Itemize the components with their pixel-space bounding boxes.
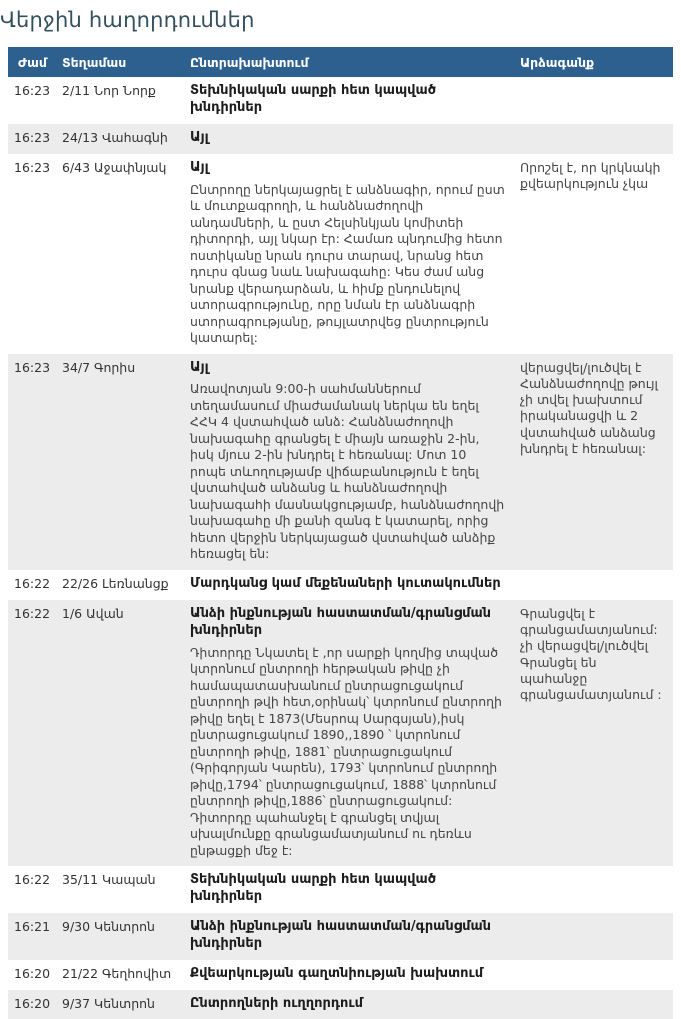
table-row [8, 154, 673, 354]
report-violation-cell [184, 124, 514, 154]
page-title: Վերջին հաղորդումներ [0, 8, 255, 32]
report-precinct: 24/13 Վահագնի [62, 129, 168, 145]
table-row [8, 866, 673, 913]
report-violation-cell [184, 354, 514, 570]
report-response [514, 124, 673, 154]
table-header-row [8, 47, 673, 77]
violation-type: Այլ [190, 159, 209, 175]
violation-type: Այլ [190, 359, 209, 375]
report-rows [8, 77, 673, 1019]
report-violation-cell [184, 154, 514, 354]
table-row [8, 960, 673, 990]
report-precinct: 35/11 Կապան [62, 872, 156, 888]
report-response: Որոշել է, որ կրկնակի քվեարկություն չկա [520, 159, 661, 191]
table-row [8, 990, 673, 1019]
report-time: 16:23 [14, 359, 51, 375]
reports-table [8, 47, 673, 1019]
report-response [514, 570, 673, 600]
violation-type: Տեխնիկական սարքի հետ կապված խնդիրներ [190, 872, 437, 905]
violation-type: Տեխնիկական սարքի հետ կապված խնդիրներ [190, 83, 437, 115]
violation-type: Այլ [190, 129, 209, 145]
report-time: 16:20 [14, 965, 51, 981]
report-response [514, 990, 673, 1019]
report-response [514, 960, 673, 990]
table-row [8, 600, 673, 866]
report-violation-cell [184, 990, 514, 1019]
report-time: 16:21 [14, 918, 51, 934]
column-header-time: Ժամ [8, 47, 56, 77]
report-violation-cell [184, 600, 514, 866]
violation-type: Անձի ինքնության հաստատման/գրանցման խնդիրներ [190, 918, 492, 951]
report-response [514, 77, 673, 124]
report-response [514, 866, 673, 913]
report-precinct: 1/6 Ավան [62, 605, 124, 621]
column-header-violation: Ընտրախախտում [184, 47, 514, 77]
violation-type: Քվեարկության գաղտնիության խախտում [190, 965, 484, 981]
report-response: Գրանցվել է գրանցամատյանում: չի վերացվել/լուծվել Գրանցել են պահանջը գրանցամատյանում : [520, 605, 662, 703]
column-header-precinct: Տեղամաս [56, 47, 184, 77]
report-response [514, 913, 673, 960]
violation-description: Առավոտյան 9:00-ի սահմաններում տեղամասում միաժամանակ ներկա են եղել ՀՀԿ 4 վստահված անձ: Հանձնաժողովի նախագահը գրանցել է միայն առաջին 2-ին, իսկ մյուս 2-ին խնդրել է հեռանալ: Մոտ 10 րոպե տևողությամբ վիճաբանություն է եղել վստահված անձանց և հանձնաժողովի նախագահի մասնակցությամբ, հանձնաժողովի նախագահը մի քանի զանգ է կատարել, որից հետո վերջին ներկայացած վստահված անձիք հեռացել են: [190, 381, 505, 562]
report-precinct: 2/11 Նոր Նորք [62, 83, 156, 98]
report-time: 16:20 [14, 995, 51, 1011]
violation-description: Դիտորդը Նկատել է ,որ սարքի կողմից տպված կտրոնում ընտրողի հերթական թիվը չի համապատասխանում ընտրացուցակում ընտրողի թվի հետ,օրինակ՝ կտրոնում ընտրողի թիվը եղել է 1873(Մեսրոպ Սարգսյան),իսկ ընտրացուցակում 1890,,1890 ՝ կտրոնում ընտրողի թիվը, 1881՝ ընտրացուցակում (Գրիգորյան Կարեն), 1793՝ կտրոնում ընտրողի թիվը,1794՝ ընտրացուցակում, 1888՝ կտրոնում ընտրողի թիվը,1886՝ ընտրացուցակում: Դիտորդը պահանջել է գրանցել տվյալ սխալմունքը գրանցամատյանում ու դեռևս ընթացքի մեջ է: [190, 644, 502, 858]
report-time: 16:22 [14, 575, 51, 591]
table-row [8, 570, 673, 600]
table-row [8, 354, 673, 570]
report-precinct: 21/22 Գեղհովիտ [62, 965, 172, 981]
report-precinct: 6/43 Աջափնյակ [62, 159, 167, 175]
report-violation-cell [184, 77, 514, 124]
report-time: 16:23 [14, 129, 51, 145]
violation-type: Մարդկանց կամ մեքենաների կուտակումներ [190, 575, 501, 591]
report-violation-cell [184, 913, 514, 960]
column-header-response: Արձագանք [514, 47, 673, 77]
report-time: 16:23 [14, 83, 51, 98]
table-row [8, 124, 673, 154]
report-time: 16:23 [14, 159, 51, 175]
table-row [8, 913, 673, 960]
violation-type: Ընտրողների ուղղորդում [190, 995, 363, 1011]
report-response: վերացվել/լուծվել է Հանձնաժողովը թույլ չի տվել խախտում իրականացվի և 2 վստահված անձանց խնդրել է հեռանալ: [520, 359, 658, 456]
table-row [8, 77, 673, 124]
report-precinct: 22/26 Լեռնանցք [62, 575, 169, 591]
table-header [8, 47, 673, 77]
report-precinct: 34/7 Գորիս [62, 359, 136, 375]
reports-page [0, 8, 681, 1019]
violation-type: Անձի ինքնության հաստատման/գրանցման խնդիրներ [190, 605, 492, 638]
report-time: 16:22 [14, 605, 51, 621]
report-time: 16:22 [14, 872, 51, 888]
report-violation-cell [184, 570, 514, 600]
violation-description: Ընտրողը ներկայացրել է անձնագիր, որում ըստ և մուտքագրողի, և հանձնաժողովի անդամների, և ըստ Հելսինկյան կոմիտեի դիտորդի, այլ նկար էր: Համառ պնդումից հետո ոստիկանը նրան դուրս տարավ, նրանց հետ դուրս գնաց նաև նախագահը: Կես ժամ անց նրանք վերադարձան, և հիմք ընդունելով ստորագրությունը, որը նման էր անձնագրի ստորագրությանը, թույլատրվեց ընտրություն կատարել: [190, 181, 505, 346]
report-precinct: 9/37 Կենտրոն [62, 995, 155, 1011]
report-precinct: 9/30 Կենտրոն [62, 918, 155, 934]
report-violation-cell [184, 866, 514, 913]
report-violation-cell [184, 960, 514, 990]
